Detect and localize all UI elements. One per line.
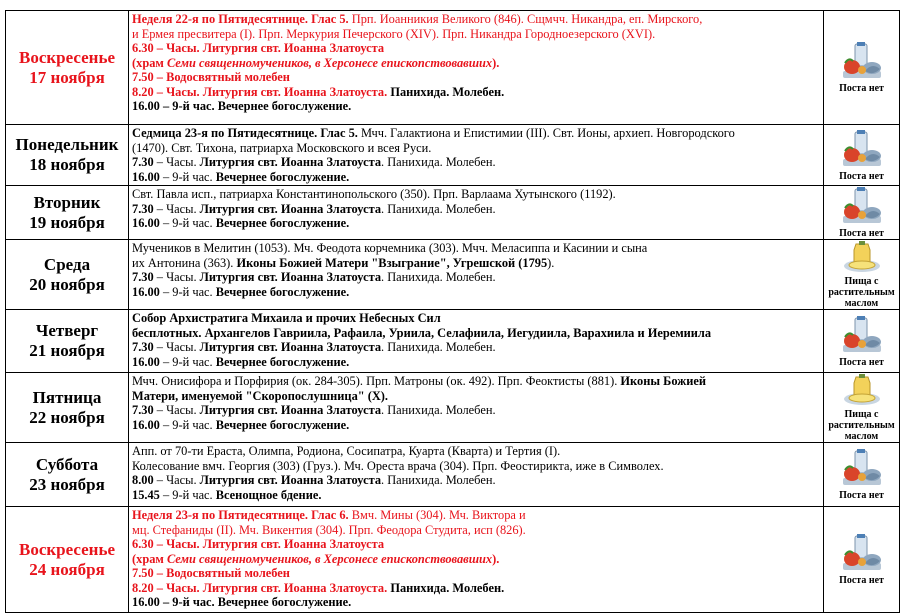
day-row — [6, 186, 900, 240]
service-line — [132, 488, 820, 503]
day-row — [6, 310, 900, 373]
service-line — [132, 355, 820, 370]
fast-cell — [824, 310, 900, 373]
service-line — [132, 523, 820, 538]
service-line — [132, 187, 820, 202]
service-line — [132, 12, 820, 27]
service-line — [132, 403, 820, 418]
schedule-body — [6, 11, 900, 613]
day-row — [6, 373, 900, 443]
fast-label: Поста нет — [839, 228, 884, 239]
text-segment: (храм — [132, 55, 167, 70]
day-row — [6, 11, 900, 125]
text-segment: . Панихида. Молебен. — [381, 403, 496, 417]
text-segment: Вечернее богослужение. — [215, 417, 350, 432]
service-line — [132, 581, 820, 596]
day-cell — [6, 186, 129, 240]
text-segment: Вмч. Мины (304). Мч. Виктора и — [348, 508, 526, 522]
text-segment: 8.20 – Часы. Литургия свт. Иоанна Златоуста. — [132, 84, 388, 99]
day-date: 20 ноября — [29, 274, 105, 294]
service-line — [132, 270, 820, 285]
text-segment: 16.00 — [132, 284, 160, 299]
food-no-fast-icon — [824, 186, 899, 226]
day-cell — [6, 507, 129, 613]
service-line — [132, 202, 820, 217]
text-segment: 16.00 — [132, 417, 160, 432]
day-row — [6, 125, 900, 186]
day-name: Суббота — [35, 454, 99, 474]
text-segment: ). — [492, 551, 500, 566]
day-name: Понедельник — [15, 135, 119, 154]
services-cell — [129, 11, 824, 125]
day-date: 21 ноября — [29, 341, 105, 360]
food-no-fast-icon — [824, 129, 899, 169]
text-segment: Собор Архистратига Михаила и прочих Небесных Сил — [132, 311, 441, 325]
text-segment: – 9-й час. — [159, 216, 216, 230]
text-segment: ). — [492, 55, 500, 70]
food-no-fast-icon — [824, 448, 899, 488]
text-segment: . Панихида. Молебен. — [381, 155, 496, 169]
text-segment: Мчч. Онисифора и Порфирия (ок. 284-305). Прп. Матроны (ок. 492). Прп. Феоктисты (881). — [132, 374, 621, 388]
text-segment: Свт. Павла исп., патриарха Константинопольского (350). Прп. Варлаама Хутынского (1192). — [132, 187, 616, 201]
service-line — [132, 85, 820, 100]
text-segment: . Панихида. Молебен. — [381, 473, 496, 487]
service-line — [132, 508, 820, 523]
fast-cell — [824, 443, 900, 507]
service-line — [132, 340, 820, 355]
day-row — [6, 240, 900, 310]
fast-label: Поста нет — [839, 356, 884, 368]
text-segment: Панихида. Молебен. — [387, 84, 505, 99]
text-segment: (храм — [132, 551, 167, 566]
text-segment: Иконы Божией Матери "Взыграние", Угрешской (1795 — [236, 255, 548, 270]
text-segment: 8.20 – Часы. Литургия свт. Иоанна Златоуста. — [132, 580, 388, 595]
text-segment: Литургия свт. Иоанна Златоуста — [199, 155, 382, 169]
text-segment: . Панихида. Молебен. — [381, 340, 496, 354]
service-line — [132, 444, 820, 459]
food-no-fast-icon — [824, 533, 899, 573]
day-date: 18 ноября — [29, 155, 105, 174]
fast-label: Пища с растительным маслом — [828, 409, 895, 442]
text-segment: бесплотных. Архангелов Гавриила, Рафаила, Уриила, Селафиила, Иегудиила, Варахиила и Иеремиила — [132, 325, 712, 340]
text-segment: 16.00 – 9-й час. Вечернее богослужение. — [132, 595, 352, 609]
service-line — [132, 418, 820, 433]
text-segment: 16.00 — [132, 354, 160, 369]
fast-label: Пища с растительным маслом — [828, 276, 895, 309]
services-cell — [129, 125, 824, 186]
service-line — [132, 285, 820, 300]
service-line — [132, 256, 820, 271]
service-line — [132, 27, 820, 42]
service-line — [132, 126, 820, 141]
text-segment: 7.50 – Водосвятный молебен — [132, 566, 290, 580]
day-cell — [6, 373, 129, 443]
text-segment: 8.00 — [132, 473, 154, 487]
service-line — [132, 99, 820, 114]
day-cell — [6, 240, 129, 310]
service-line — [132, 326, 820, 341]
text-segment: 6.30 – Часы. Литургия свт. Иоанна Златоуста — [132, 41, 385, 55]
services-cell — [129, 443, 824, 507]
text-segment: Матери, именуемой "Скоропослушница" (Х). — [132, 388, 389, 403]
day-date: 22 ноября — [29, 407, 105, 427]
service-line — [132, 311, 820, 326]
services-cell — [129, 373, 824, 443]
text-segment: Иконы Божией — [620, 374, 706, 388]
text-segment: мц. Стефаниды (II). Мч. Викентия (304). Прп. Феодора Студита, исп (826). — [132, 522, 526, 537]
fast-label: Поста нет — [839, 170, 884, 182]
vegetable-oil-icon — [824, 373, 899, 407]
service-line — [132, 595, 820, 610]
text-segment: Вечернее богослужение. — [215, 169, 350, 184]
text-segment: 7.30 — [132, 201, 154, 216]
text-segment: Всенощное бдение. — [215, 487, 322, 502]
text-segment: – 9-й час. — [159, 417, 216, 432]
text-segment: – 9-й час. — [159, 169, 216, 184]
text-segment: – 9-й час. — [159, 354, 216, 369]
service-line — [132, 216, 820, 231]
day-cell — [6, 443, 129, 507]
service-line — [132, 170, 820, 185]
service-line — [132, 459, 820, 474]
text-segment: Панихида. Молебен. — [387, 580, 505, 595]
day-row — [6, 443, 900, 507]
text-segment: Вечернее богослужение. — [215, 354, 350, 369]
text-segment: их Антонина (363). — [132, 255, 237, 270]
service-line — [132, 41, 820, 56]
text-segment: (1470). Свт. Тихона, патриарха Московского и всея Руси. — [132, 140, 432, 155]
text-segment: Литургия свт. Иоанна Златоуста — [199, 270, 382, 284]
text-segment: Семи священномучеников, в Херсонесе епископствовавших — [166, 551, 493, 566]
text-segment: . Панихида. Молебен. — [381, 201, 496, 216]
text-segment: 7.30 — [132, 403, 154, 417]
text-segment: Литургия свт. Иоанна Златоуста — [199, 340, 382, 354]
text-segment: Неделя 23-я по Пятидесятнице. Глас 6. — [132, 508, 349, 522]
day-cell — [6, 11, 129, 125]
text-segment: . Панихида. Молебен. — [381, 270, 496, 284]
text-segment: 16.00 — [132, 169, 160, 184]
fast-cell — [824, 507, 900, 613]
text-segment: Прп. Иоанникия Великого (846). Сщмчч. Никандра, еп. Мирского, — [348, 12, 703, 26]
day-date: 23 ноября — [29, 474, 105, 494]
text-segment: Мучеников в Мелитин (1053). Мч. Феодота корчемника (303). Мчч. Меласиппа и Касинии и сына — [132, 241, 648, 255]
services-cell — [129, 507, 824, 613]
day-name: Четверг — [35, 321, 99, 340]
text-segment: 7.50 – Водосвятный молебен — [132, 70, 290, 84]
text-segment: 6.30 – Часы. Литургия свт. Иоанна Златоуста — [132, 537, 385, 551]
service-line — [132, 473, 820, 488]
service-line — [132, 155, 820, 170]
text-segment: Вечернее богослужение. — [215, 216, 350, 230]
text-segment: Мчч. Галактиона и Епистимии (III). Свт. Ионы, архиеп. Новгородского — [357, 126, 735, 140]
food-no-fast-icon — [824, 41, 899, 81]
service-line — [132, 70, 820, 85]
text-segment: 15.45 — [132, 487, 160, 502]
text-segment: Апп. от 70-ти Ераста, Олимпа, Родиона, Сосипатра, Куарта (Кварта) и Тертия (I). — [132, 444, 561, 458]
text-segment: 16.00 — [132, 216, 160, 230]
fast-cell — [824, 240, 900, 310]
service-line — [132, 566, 820, 581]
text-segment: – 9-й час. — [159, 284, 216, 299]
text-segment: 7.30 — [132, 270, 154, 284]
text-segment: Седмица 23-я по Пятидесятнице. Глас 5. — [132, 126, 358, 140]
text-segment: Семи священномучеников, в Херсонесе епископствовавших — [166, 55, 493, 70]
day-cell — [6, 125, 129, 186]
text-segment: – Часы. — [153, 155, 200, 169]
text-segment: Колесование вмч. Георгия (303) (Груз.). Мч. Ореста врача (304). Прп. Феостирикта, иже в Символех. — [132, 458, 664, 473]
text-segment: – Часы. — [153, 403, 200, 417]
services-cell — [129, 186, 824, 240]
service-line — [132, 56, 820, 71]
day-row — [6, 507, 900, 613]
day-name: Воскресенье — [18, 47, 115, 67]
fast-label: Поста нет — [839, 575, 884, 586]
service-line — [132, 537, 820, 552]
text-segment: 7.30 — [132, 155, 154, 169]
services-cell — [129, 310, 824, 373]
fast-cell — [824, 373, 900, 443]
fast-label: Поста нет — [839, 490, 884, 501]
service-line — [132, 374, 820, 389]
fast-label: Поста нет — [839, 83, 884, 94]
food-no-fast-icon — [824, 315, 899, 355]
service-line — [132, 141, 820, 156]
fast-cell — [824, 186, 900, 240]
fast-cell — [824, 125, 900, 186]
service-line — [132, 389, 820, 404]
services-cell — [129, 240, 824, 310]
text-segment: Неделя 22-я по Пятидесятнице. Глас 5. — [132, 12, 349, 26]
text-segment: – 9-й час. — [159, 487, 216, 502]
text-segment: 7.30 — [132, 340, 154, 354]
day-date: 24 ноября — [29, 559, 105, 579]
text-segment: Литургия свт. Иоанна Златоуста — [199, 403, 382, 417]
day-name: Пятница — [32, 387, 102, 407]
text-segment: – Часы. — [153, 270, 200, 284]
text-segment: – Часы. — [153, 201, 200, 216]
day-name: Воскресенье — [18, 539, 115, 559]
day-date: 19 ноября — [29, 212, 105, 232]
text-segment: – Часы. — [153, 340, 200, 354]
service-line — [132, 552, 820, 567]
text-segment: Литургия свт. Иоанна Златоуста — [199, 201, 382, 216]
schedule-table — [5, 10, 900, 613]
text-segment: и Ермея пресвитера (I). Прп. Меркурия Печерского (XIV). Прп. Никандра Городноезерского (XVI). — [132, 26, 656, 41]
text-segment: Литургия свт. Иоанна Златоуста — [199, 473, 382, 487]
day-name: Среда — [43, 254, 91, 274]
text-segment: – Часы. — [153, 473, 200, 487]
text-segment: 16.00 – 9-й час. Вечернее богослужение. — [132, 99, 352, 113]
day-date: 17 ноября — [29, 67, 105, 87]
day-name: Вторник — [33, 192, 101, 212]
service-line — [132, 241, 820, 256]
day-cell — [6, 310, 129, 373]
text-segment: Вечернее богослужение. — [215, 284, 350, 299]
text-segment: ). — [547, 255, 555, 270]
fast-cell — [824, 11, 900, 125]
vegetable-oil-icon — [824, 240, 899, 274]
